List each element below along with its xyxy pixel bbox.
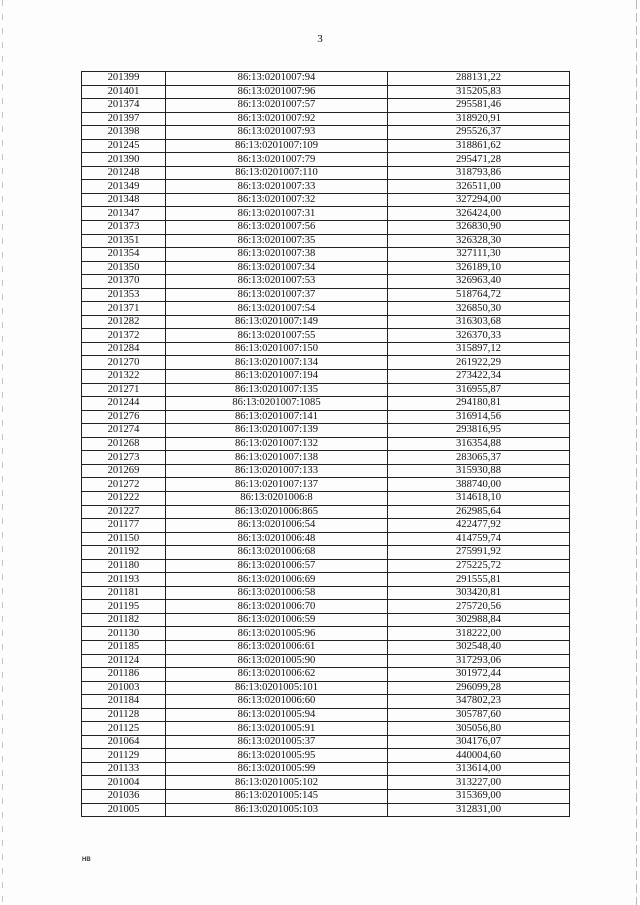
- value-cell: 327111,30: [388, 248, 570, 262]
- object-id-cell: 201273: [82, 451, 166, 465]
- table-row: [82, 681, 570, 695]
- table-row: [82, 519, 570, 533]
- table-row: [82, 762, 570, 776]
- cadastral-number-cell: 86:13:0201007:94: [166, 72, 388, 86]
- object-id-cell: 201322: [82, 370, 166, 384]
- value-cell: 326328,30: [388, 234, 570, 248]
- table-row: [82, 383, 570, 397]
- cadastral-number-cell: 86:13:0201005:99: [166, 762, 388, 776]
- cadastral-number-cell: 86:13:0201007:53: [166, 275, 388, 289]
- cadastral-number-cell: 86:13:0201007:109: [166, 139, 388, 153]
- cadastral-number-cell: 86:13:0201006:61: [166, 640, 388, 654]
- table-row: [82, 437, 570, 451]
- object-id-cell: 201005: [82, 803, 166, 817]
- value-cell: 326830,90: [388, 221, 570, 235]
- value-cell: 302548,40: [388, 640, 570, 654]
- table-row: [82, 288, 570, 302]
- cadastral-number-cell: 86:13:0201006:54: [166, 519, 388, 533]
- cadastral-number-cell: 86:13:0201007:32: [166, 193, 388, 207]
- value-cell: 318222,00: [388, 627, 570, 641]
- value-cell: 326850,30: [388, 302, 570, 316]
- object-id-cell: 201244: [82, 397, 166, 411]
- value-cell: 301972,44: [388, 668, 570, 682]
- object-id-cell: 201133: [82, 762, 166, 776]
- value-cell: 315897,12: [388, 342, 570, 356]
- value-cell: 326511,00: [388, 180, 570, 194]
- table-row: [82, 546, 570, 560]
- object-id-cell: 201064: [82, 735, 166, 749]
- object-id-cell: 201182: [82, 613, 166, 627]
- cadastral-number-cell: 86:13:0201007:110: [166, 166, 388, 180]
- table-row: [82, 72, 570, 86]
- cadastral-number-cell: 86:13:0201005:90: [166, 654, 388, 668]
- table-row: [82, 464, 570, 478]
- cadastral-number-cell: 86:13:0201006:48: [166, 532, 388, 546]
- table-row: [82, 654, 570, 668]
- table-row: [82, 627, 570, 641]
- cadastral-number-cell: 86:13:0201006:57: [166, 559, 388, 573]
- value-cell: 303420,81: [388, 586, 570, 600]
- cadastral-number-cell: 86:13:0201007:31: [166, 207, 388, 221]
- value-cell: 315205,83: [388, 85, 570, 99]
- object-id-cell: 201284: [82, 342, 166, 356]
- object-id-cell: 201195: [82, 600, 166, 614]
- value-cell: 273422,34: [388, 370, 570, 384]
- value-cell: 326963,40: [388, 275, 570, 289]
- table-row: [82, 640, 570, 654]
- table-body: [82, 72, 570, 817]
- table-row: [82, 505, 570, 519]
- object-id-cell: 201371: [82, 302, 166, 316]
- cadastral-number-cell: 86:13:0201006:8: [166, 491, 388, 505]
- value-cell: 318920,91: [388, 112, 570, 126]
- cadastral-number-cell: 86:13:0201007:57: [166, 99, 388, 113]
- table-row: [82, 370, 570, 384]
- cadastral-number-cell: 86:13:0201006:62: [166, 668, 388, 682]
- value-cell: 288131,22: [388, 72, 570, 86]
- table-row: [82, 600, 570, 614]
- value-cell: 326370,33: [388, 329, 570, 343]
- table-row: [82, 559, 570, 573]
- value-cell: 302988,84: [388, 613, 570, 627]
- object-id-cell: 201370: [82, 275, 166, 289]
- object-id-cell: 201248: [82, 166, 166, 180]
- object-id-cell: 201271: [82, 383, 166, 397]
- table-row: [82, 749, 570, 763]
- table-row: [82, 356, 570, 370]
- table-row: [82, 735, 570, 749]
- value-cell: 283065,37: [388, 451, 570, 465]
- object-id-cell: 201353: [82, 288, 166, 302]
- value-cell: 388740,00: [388, 478, 570, 492]
- value-cell: 326189,10: [388, 261, 570, 275]
- table-row: [82, 532, 570, 546]
- table-row: [82, 451, 570, 465]
- value-cell: 312831,00: [388, 803, 570, 817]
- table-row: [82, 491, 570, 505]
- cadastral-number-cell: 86:13:0201006:60: [166, 695, 388, 709]
- table-row: [82, 708, 570, 722]
- value-cell: 304176,07: [388, 735, 570, 749]
- cadastral-number-cell: 86:13:0201007:149: [166, 315, 388, 329]
- object-id-cell: 201347: [82, 207, 166, 221]
- value-cell: 316354,88: [388, 437, 570, 451]
- cadastral-number-cell: 86:13:0201007:96: [166, 85, 388, 99]
- table-row: [82, 207, 570, 221]
- cadastral-number-cell: 86:13:0201007:54: [166, 302, 388, 316]
- value-cell: 422477,92: [388, 519, 570, 533]
- cadastral-number-cell: 86:13:0201005:145: [166, 789, 388, 803]
- object-id-cell: 201274: [82, 424, 166, 438]
- table-row: [82, 248, 570, 262]
- table-row: [82, 139, 570, 153]
- value-cell: 414759,74: [388, 532, 570, 546]
- value-cell: 275991,92: [388, 546, 570, 560]
- object-id-cell: 201128: [82, 708, 166, 722]
- cadastral-number-cell: 86:13:0201005:95: [166, 749, 388, 763]
- table-row: [82, 193, 570, 207]
- table-row: [82, 234, 570, 248]
- object-id-cell: 201348: [82, 193, 166, 207]
- table-row: [82, 424, 570, 438]
- value-cell: 327294,00: [388, 193, 570, 207]
- cadastral-number-cell: 86:13:0201007:133: [166, 464, 388, 478]
- object-id-cell: 201180: [82, 559, 166, 573]
- cadastral-number-cell: 86:13:0201006:68: [166, 546, 388, 560]
- cadastral-number-cell: 86:13:0201007:135: [166, 383, 388, 397]
- object-id-cell: 201129: [82, 749, 166, 763]
- value-cell: 262985,64: [388, 505, 570, 519]
- value-cell: 315930,88: [388, 464, 570, 478]
- cadastral-number-cell: 86:13:0201005:94: [166, 708, 388, 722]
- object-id-cell: 201269: [82, 464, 166, 478]
- footer-mark: HB: [82, 857, 91, 863]
- table-row: [82, 478, 570, 492]
- table-row: [82, 85, 570, 99]
- value-cell: 295526,37: [388, 126, 570, 140]
- value-cell: 315369,00: [388, 789, 570, 803]
- object-id-cell: 201245: [82, 139, 166, 153]
- object-id-cell: 201186: [82, 668, 166, 682]
- value-cell: 440004,60: [388, 749, 570, 763]
- page-number: 3: [317, 33, 323, 45]
- value-cell: 305787,60: [388, 708, 570, 722]
- object-id-cell: 201351: [82, 234, 166, 248]
- cadastral-number-cell: 86:13:0201005:102: [166, 776, 388, 790]
- value-cell: 305056,80: [388, 722, 570, 736]
- cadastral-value-table: [81, 71, 570, 817]
- cadastral-number-cell: 86:13:0201007:79: [166, 153, 388, 167]
- object-id-cell: 201184: [82, 695, 166, 709]
- cadastral-number-cell: 86:13:0201006:59: [166, 613, 388, 627]
- table-row: [82, 166, 570, 180]
- cadastral-number-cell: 86:13:0201007:141: [166, 410, 388, 424]
- object-id-cell: 201349: [82, 180, 166, 194]
- table-row: [82, 776, 570, 790]
- table-row: [82, 112, 570, 126]
- table-row: [82, 397, 570, 411]
- cadastral-number-cell: 86:13:0201006:69: [166, 573, 388, 587]
- value-cell: 318861,62: [388, 139, 570, 153]
- table-row: [82, 410, 570, 424]
- value-cell: 518764,72: [388, 288, 570, 302]
- table-row: [82, 573, 570, 587]
- value-cell: 261922,29: [388, 356, 570, 370]
- object-id-cell: 201401: [82, 85, 166, 99]
- object-id-cell: 201193: [82, 573, 166, 587]
- object-id-cell: 201036: [82, 789, 166, 803]
- value-cell: 318793,86: [388, 166, 570, 180]
- object-id-cell: 201282: [82, 315, 166, 329]
- table-row: [82, 99, 570, 113]
- value-cell: 316303,68: [388, 315, 570, 329]
- object-id-cell: 201192: [82, 546, 166, 560]
- table-row: [82, 315, 570, 329]
- cadastral-number-cell: 86:13:0201007:92: [166, 112, 388, 126]
- table-row: [82, 153, 570, 167]
- value-cell: 313227,00: [388, 776, 570, 790]
- cadastral-number-cell: 86:13:0201007:55: [166, 329, 388, 343]
- object-id-cell: 201268: [82, 437, 166, 451]
- table-row: [82, 722, 570, 736]
- object-id-cell: 201350: [82, 261, 166, 275]
- cadastral-number-cell: 86:13:0201007:1085: [166, 397, 388, 411]
- value-cell: 294180,81: [388, 397, 570, 411]
- cadastral-number-cell: 86:13:0201007:134: [166, 356, 388, 370]
- cadastral-number-cell: 86:13:0201007:132: [166, 437, 388, 451]
- object-id-cell: 201222: [82, 491, 166, 505]
- table-row: [82, 803, 570, 817]
- value-cell: 316955,87: [388, 383, 570, 397]
- object-id-cell: 201272: [82, 478, 166, 492]
- value-cell: 296099,28: [388, 681, 570, 695]
- cadastral-number-cell: 86:13:0201007:56: [166, 221, 388, 235]
- object-id-cell: 201354: [82, 248, 166, 262]
- table-row: [82, 275, 570, 289]
- table-row: [82, 126, 570, 140]
- cadastral-number-cell: 86:13:0201006:70: [166, 600, 388, 614]
- object-id-cell: 201004: [82, 776, 166, 790]
- object-id-cell: 201276: [82, 410, 166, 424]
- table-row: [82, 302, 570, 316]
- object-id-cell: 201372: [82, 329, 166, 343]
- value-cell: 314618,10: [388, 491, 570, 505]
- table-row: [82, 695, 570, 709]
- object-id-cell: 201130: [82, 627, 166, 641]
- value-cell: 295471,28: [388, 153, 570, 167]
- cadastral-number-cell: 86:13:0201007:37: [166, 288, 388, 302]
- value-cell: 313614,00: [388, 762, 570, 776]
- object-id-cell: 201397: [82, 112, 166, 126]
- scan-edge-left: [2, 0, 3, 905]
- cadastral-number-cell: 86:13:0201007:139: [166, 424, 388, 438]
- object-id-cell: 201227: [82, 505, 166, 519]
- object-id-cell: 201399: [82, 72, 166, 86]
- object-id-cell: 201373: [82, 221, 166, 235]
- value-cell: 293816,95: [388, 424, 570, 438]
- cadastral-number-cell: 86:13:0201005:101: [166, 681, 388, 695]
- object-id-cell: 201185: [82, 640, 166, 654]
- object-id-cell: 201270: [82, 356, 166, 370]
- value-cell: 316914,56: [388, 410, 570, 424]
- table-row: [82, 586, 570, 600]
- value-cell: 275720,56: [388, 600, 570, 614]
- table-row: [82, 329, 570, 343]
- cadastral-number-cell: 86:13:0201007:150: [166, 342, 388, 356]
- value-cell: 326424,00: [388, 207, 570, 221]
- object-id-cell: 201390: [82, 153, 166, 167]
- table-row: [82, 342, 570, 356]
- cadastral-number-cell: 86:13:0201005:37: [166, 735, 388, 749]
- cadastral-number-cell: 86:13:0201007:33: [166, 180, 388, 194]
- cadastral-number-cell: 86:13:0201007:194: [166, 370, 388, 384]
- object-id-cell: 201124: [82, 654, 166, 668]
- value-cell: 291555,81: [388, 573, 570, 587]
- object-id-cell: 201177: [82, 519, 166, 533]
- object-id-cell: 201150: [82, 532, 166, 546]
- object-id-cell: 201125: [82, 722, 166, 736]
- cadastral-number-cell: 86:13:0201005:103: [166, 803, 388, 817]
- table-row: [82, 180, 570, 194]
- scan-edge-right: [636, 0, 637, 905]
- value-cell: 317293,06: [388, 654, 570, 668]
- value-cell: 275225,72: [388, 559, 570, 573]
- cadastral-number-cell: 86:13:0201007:38: [166, 248, 388, 262]
- object-id-cell: 201398: [82, 126, 166, 140]
- object-id-cell: 201374: [82, 99, 166, 113]
- cadastral-number-cell: 86:13:0201007:93: [166, 126, 388, 140]
- value-cell: 295581,46: [388, 99, 570, 113]
- table-row: [82, 261, 570, 275]
- table-row: [82, 789, 570, 803]
- cadastral-number-cell: 86:13:0201007:34: [166, 261, 388, 275]
- object-id-cell: 201003: [82, 681, 166, 695]
- cadastral-number-cell: 86:13:0201005:96: [166, 627, 388, 641]
- object-id-cell: 201181: [82, 586, 166, 600]
- cadastral-number-cell: 86:13:0201006:865: [166, 505, 388, 519]
- cadastral-number-cell: 86:13:0201005:91: [166, 722, 388, 736]
- cadastral-number-cell: 86:13:0201007:138: [166, 451, 388, 465]
- table-row: [82, 668, 570, 682]
- cadastral-number-cell: 86:13:0201006:58: [166, 586, 388, 600]
- table-row: [82, 221, 570, 235]
- cadastral-number-cell: 86:13:0201007:137: [166, 478, 388, 492]
- value-cell: 347802,23: [388, 695, 570, 709]
- table-row: [82, 613, 570, 627]
- cadastral-number-cell: 86:13:0201007:35: [166, 234, 388, 248]
